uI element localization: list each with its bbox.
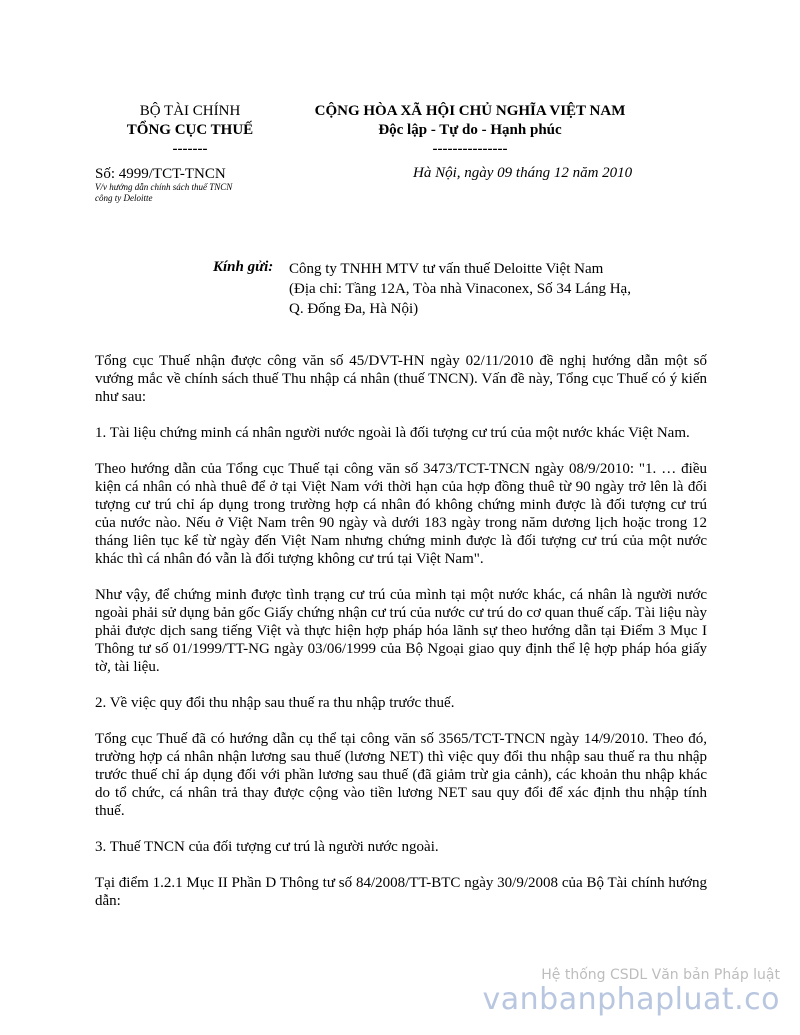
recipient-block: [289, 259, 649, 319]
recipient-label: Kính gửi:: [213, 259, 274, 275]
paragraph-8: Tại điểm 1.2.1 Mục II Phần D Thông tư số 84/2008/TT-BTC ngày 30/9/2008 của Bộ Tài chính hướng dẫn:: [95, 875, 707, 909]
department-name: TỔNG CỤC THUẾ: [126, 122, 254, 138]
section-heading-2: 2. Về việc quy đổi thu nhập sau thuế ra thu nhập trước thuế.: [95, 695, 455, 711]
issue-date: Hà Nội, ngày 09 tháng 12 năm 2010: [413, 165, 633, 181]
section-heading-1: 1. Tài liệu chứng minh cá nhân người nước ngoài là đối tượng cư trú của một nước khác Việt Nam.: [95, 425, 690, 441]
national-heading: [270, 102, 670, 159]
ministry-name: BỘ TÀI CHÍNH: [139, 103, 241, 119]
recipient-address: (Địa chỉ: Tầng 12A, Tòa nhà Vinaconex, Số 34 Láng Hạ, Q. Đống Đa, Hà Nội): [289, 281, 631, 317]
watermark-site: vanbanphapluat.co: [482, 982, 780, 1017]
document-subject: [95, 182, 295, 204]
section-heading-3: 3. Thuế TNCN của đối tượng cư trú là người nước ngoài.: [95, 839, 439, 855]
issuer-rule: -------: [172, 141, 208, 157]
paragraph-3: Theo hướng dẫn của Tổng cục Thuế tại công văn số 3473/TCT-TNCN ngày 08/9/2010: "1. … điều kiện cá nhân có nhà thuê để ở tại Việt Nam với thời hạn của hợp đồng thuê từ 90 ngày trở lên là đối tượng cư trú chỉ áp dụng trong trường hợp cá nhân đó không chứng minh được là đối tượng cư trú của nước nào. Nếu ở Việt Nam trên 90 ngày và dưới 183 ngày trong năm dương lịch hoặc trong 12 tháng liên tục kể từ ngày đến Việt Nam nhưng chứng minh được là đối tượng cư trú của một nước khác thì cá nhân đó vẫn là đối tượng không cư trú tại Việt Nam".: [95, 461, 707, 567]
motto-rule: ---------------: [432, 141, 508, 157]
republic-name: CỘNG HÒA XÃ HỘI CHỦ NGHĨA VIỆT NAM: [314, 103, 626, 119]
recipient-name: Công ty TNHH MTV tư vấn thuế Deloitte Việt Nam: [289, 261, 604, 277]
paragraph-6: Tổng cục Thuế đã có hướng dẫn cụ thể tại công văn số 3565/TCT-TNCN ngày 14/9/2010. Theo đó, trường hợp cá nhân nhận lương sau thuế (lương NET) thì việc quy đổi thu nhập sau thuế ra thu nhập trước thuế chỉ áp dụng đối với phần lương sau thuế (đã giảm trừ gia cảnh), các khoản thu nhập khác do tổ chức, cá nhân trả thay được cộng vào tiền lương NET sau quy đổi để xác định thu nhập tính thuế.: [95, 731, 707, 819]
issuer-block: [110, 102, 270, 159]
motto: Độc lập - Tự do - Hạnh phúc: [378, 122, 562, 138]
subject-line-2: công ty Deloitte: [95, 193, 153, 203]
letter-body: [95, 352, 707, 928]
subject-line-1: V/v hướng dẫn chính sách thuế TNCN: [95, 182, 233, 192]
watermark-caption: Hệ thống CSDL Văn bản Pháp luật: [541, 967, 780, 983]
document-number: Số: 4999/TCT-TNCN: [95, 166, 226, 182]
paragraph-intro: Tổng cục Thuế nhận được công văn số 45/DVT-HN ngày 02/11/2010 đề nghị hướng dẫn một số vướng mắc về chính sách thuế Thu nhập cá nhân (thuế TNCN). Vấn đề này, Tổng cục Thuế có ý kiến như sau:: [95, 353, 707, 405]
paragraph-4: Như vậy, để chứng minh được tình trạng cư trú của mình tại một nước khác, cá nhân là người nước ngoài phải sử dụng bản gốc Giấy chứng nhận cư trú của nước cư trú do cơ quan thuế cấp. Tài liệu này phải được dịch sang tiếng Việt và thực hiện hợp pháp hóa lãnh sự theo hướng dẫn tại Điểm 3 Mục I Thông tư số 01/1999/TT-NG ngày 03/06/1999 của Bộ Ngoại giao quy định thể lệ hợp pháp hóa giấy tờ, tài liệu.: [95, 587, 707, 675]
